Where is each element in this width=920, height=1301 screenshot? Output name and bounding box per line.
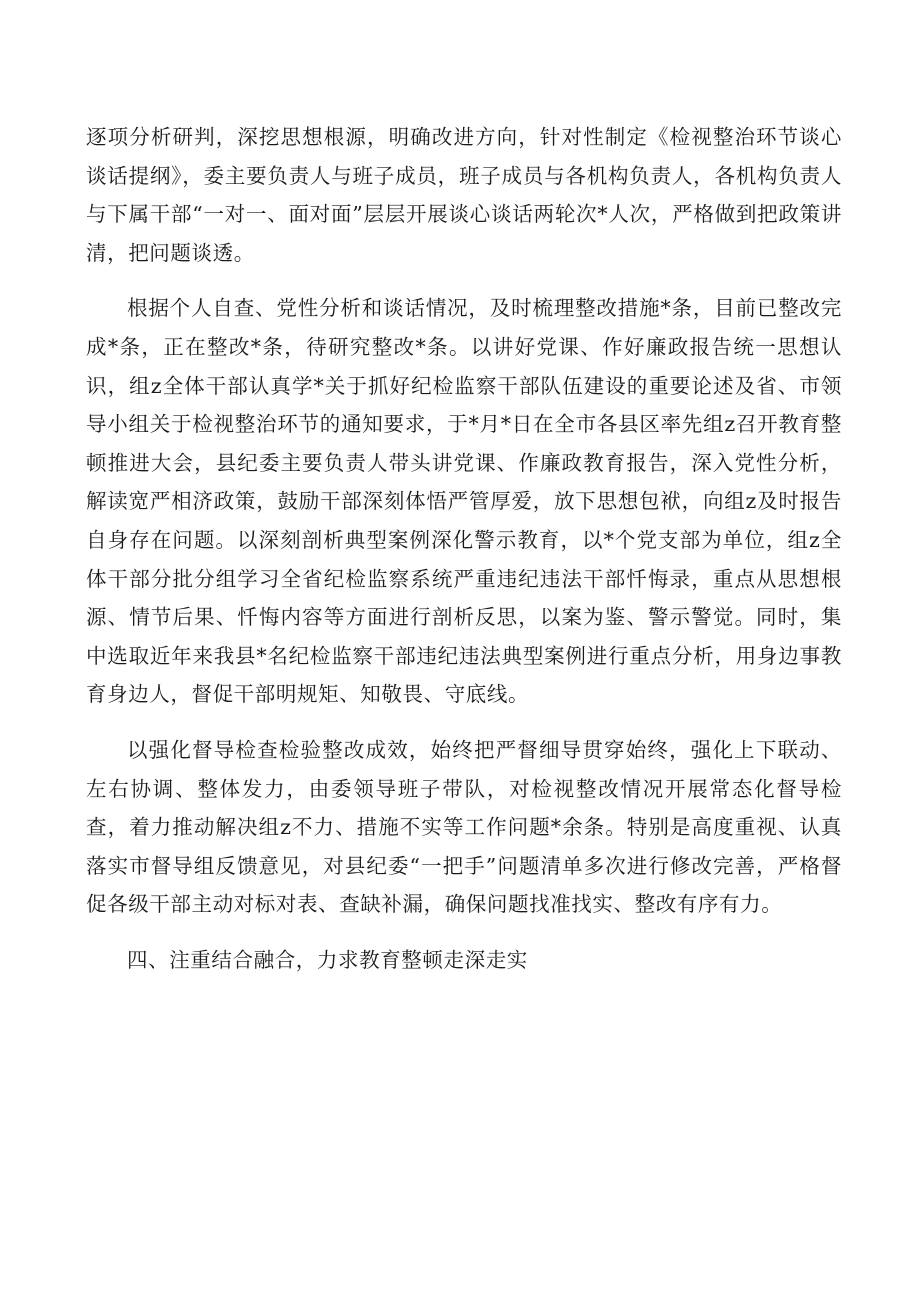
section-heading: 四、注重结合融合，力求教育整顿走深走实 xyxy=(127,947,528,972)
paragraph-supervision-inspection: 以强化督导检查检验整改成效，始终把严督细导贯穿始终，强化上下联动、左右协调、整体发力，由委领导班子带队，对检视整改情况开展常态化督导检查，着力推动解决组z不力、措施不实等工作问题*余条。特别是高度重视、认真落实市督导组反馈意见，对县纪委“一把手”问题清单多次进行修改完善，严格督促各级干部主动对标对表、查缺补漏，确保问题找准找实、整改有序有力。 xyxy=(86,737,842,917)
document-body xyxy=(86,118,842,979)
paragraph-continued: 逐项分析研判，深挖思想根源，明确改进方向，针对性制定《检视整治环节谈心谈话提纲》，委主要负责人与班子成员，班子成员与各机构负责人，各机构负责人与下属干部“一对一、面对面”层层开展谈心谈话两轮次*人次，严格做到把政策讲清，把问题谈透。 xyxy=(86,125,842,265)
paragraph-rectification-measures: 根据个人自查、党性分析和谈话情况，及时梳理整改措施*条，目前已整改完成*条，正在整改*条，待研究整改*条。以讲好党课、作好廉政报告统一思想认识，组z全体干部认真学*关于抓好纪检监察干部队伍建设的重要论述及省、市领导小组关于检视整治环节的通知要求，于*月*日在全市各县区率先组z召开教育整顿推进大会，县纪委主要负责人带头讲党课、作廉政教育报告，深入党性分析，解读宽严相济政策，鼓励干部深刻体悟严管厚爱，放下思想包袱，向组z及时报告自身存在问题。以深刻剖析典型案例深化警示教育，以*个党支部为单位，组z全体干部分批分组学习全省纪检监察系统严重违纪违法干部忏悔录，重点从思想根源、情节后果、忏悔内容等方面进行剖析反思，以案为鉴、警示警觉。同时，集中选取近年来我县*名纪检监察干部违纪违法典型案例进行重点分析，用身边事教育身边人，督促干部明规矩、知敬畏、守底线。 xyxy=(86,296,842,707)
